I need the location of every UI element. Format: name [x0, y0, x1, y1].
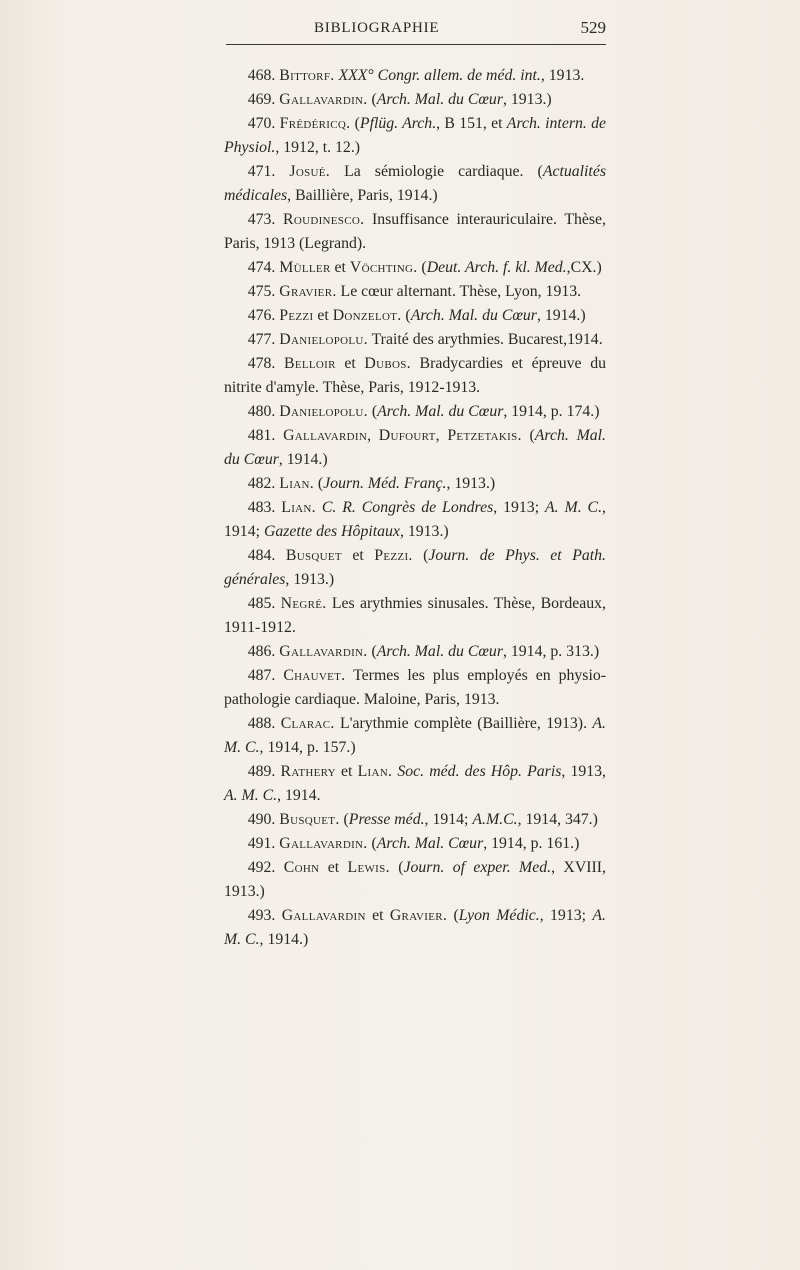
source-title: A. M. C.: [224, 715, 606, 756]
bibliography-entry: [224, 760, 606, 808]
entry-text: , Baillière, Paris, 1914.): [287, 187, 438, 204]
source-title: Presse méd.: [348, 811, 425, 828]
source-title: Arch. Mal. du Cœur: [376, 91, 503, 108]
entry-number: 490.: [247, 811, 276, 828]
bibliography-entry: [224, 664, 606, 712]
author-name: Lian.: [281, 499, 316, 516]
source-title: Lyon Médic.: [458, 907, 540, 924]
author-name: Dufourt: [378, 427, 436, 444]
bibliography-entry: [224, 832, 606, 856]
bibliography-entry: [224, 856, 606, 904]
author-name: Müller: [279, 259, 331, 276]
entry-number: 492.: [247, 859, 276, 876]
author-name: Vöchting.: [349, 259, 418, 276]
entry-text: , 1913;: [539, 907, 593, 924]
entry-text: ,: [367, 427, 379, 444]
entry-text: , 1914.): [278, 451, 328, 468]
entry-number: 485.: [247, 595, 276, 612]
source-title: Pflüg. Arch.: [359, 115, 437, 132]
entry-number: 493.: [247, 907, 276, 924]
entry-text: , B 151, et: [436, 115, 507, 132]
entry-text: et: [313, 307, 333, 324]
author-name: Frédéricq.: [279, 115, 351, 132]
entry-number: 474.: [247, 259, 276, 276]
entry-text: , XVIII, 1913.): [224, 859, 606, 900]
author-name: Gravier.: [389, 907, 448, 924]
entry-text: , 1912, t. 12.): [275, 139, 361, 156]
bibliography-entry: [224, 640, 606, 664]
entry-number: 475.: [247, 283, 276, 300]
entry-number: 491.: [247, 835, 276, 852]
source-title: C. R. Congrès de Londres: [321, 499, 494, 516]
entry-text: La sémiologie cardiaque. (: [330, 163, 543, 180]
author-name: Pezzi.: [374, 547, 413, 564]
author-name: Lian.: [279, 475, 314, 492]
bibliography-entry: [224, 808, 606, 832]
author-name: Rathery: [280, 763, 336, 780]
author-name: Petzetakis.: [447, 427, 522, 444]
entry-text: Termes les plus employés en physio-pathologie cardiaque. Maloine, Paris, 1913.: [224, 667, 606, 708]
entry-text: , 1914, p. 313.): [502, 643, 600, 660]
entry-text: , 1913.): [502, 91, 552, 108]
entry-text: , 1914, p. 157.): [259, 739, 356, 756]
entry-text: (: [339, 811, 349, 828]
author-name: Donzelot.: [332, 307, 402, 324]
entry-text: , 1914, p. 161.): [483, 835, 580, 852]
author-name: Roudinesco.: [283, 211, 365, 228]
author-name: Danielopolu.: [279, 331, 368, 348]
source-title: Arch. Mal. du Cœur: [376, 643, 503, 660]
entry-text: , 1914, 347.): [517, 811, 598, 828]
source-title: Journ. of exper. Med.: [403, 859, 552, 876]
author-name: Pezzi: [279, 307, 314, 324]
entry-number: 482.: [247, 475, 276, 492]
entry-text: Les arythmies sinusales. Thèse, Bordeaux, 1911-1912.: [224, 595, 606, 636]
bibliography-entry: [224, 424, 606, 472]
bibliography-entry: [224, 256, 606, 280]
entry-text: , 1913;: [493, 499, 546, 516]
entry-text: , 1914.): [259, 931, 309, 948]
source-title: A.M.C.: [472, 811, 518, 828]
entry-number: 470.: [247, 115, 276, 132]
source-title: Soc. méd. des Hôp. Paris: [397, 763, 562, 780]
entry-text: (: [401, 307, 411, 324]
author-name: Gravier.: [279, 283, 337, 300]
bibliography-entry: [224, 112, 606, 160]
bibliography-entry: [224, 904, 606, 952]
entry-text: (: [389, 859, 404, 876]
source-title: XXX° Congr. allem. de méd. int.: [338, 67, 541, 84]
entry-text: (: [367, 643, 377, 660]
author-name: Gallavardin.: [279, 643, 368, 660]
source-title: Arch. Mal. du Cœur: [377, 403, 504, 420]
entry-number: 478.: [247, 355, 276, 372]
entry-number: 469.: [247, 91, 276, 108]
entry-number: 489.: [247, 763, 276, 780]
bibliography-entry: [224, 496, 606, 544]
entry-number: 473.: [247, 211, 276, 228]
source-title: Deut. Arch. f. kl. Med.: [426, 259, 567, 276]
entry-text: L'arythmie complète (Baillière, 1913).: [334, 715, 593, 732]
author-name: Dubos.: [364, 355, 411, 372]
entry-number: 468.: [247, 67, 276, 84]
entry-text: , 1914;: [224, 499, 606, 540]
bibliography-entry: [224, 544, 606, 592]
entry-text: (: [367, 91, 377, 108]
bibliography-entry: [224, 592, 606, 640]
author-name: Belloir: [283, 355, 336, 372]
source-title: Actualités médicales: [224, 163, 606, 204]
entry-text: Insuffisance interauriculaire. Thèse, Paris, 1913 (Legrand).: [224, 211, 606, 252]
author-name: Lewis.: [347, 859, 390, 876]
entry-text: (: [521, 427, 535, 444]
entry-text: (: [367, 403, 378, 420]
entry-number: 484.: [247, 547, 276, 564]
source-title: Journ. de Phys. et Path. générales: [224, 547, 606, 588]
entry-text: Bradycardies et épreuve du nitrite d'amyle. Thèse, Paris, 1912-1913.: [224, 355, 606, 396]
source-title: Arch. Mal. Cœur: [376, 835, 484, 852]
bibliography-list: [224, 64, 606, 952]
bibliography-entry: [224, 304, 606, 328]
source-title: Arch. intern. de Physiol.: [224, 115, 607, 156]
author-name: Lian.: [357, 763, 393, 780]
source-title: Arch. Mal. du Cœur: [224, 427, 606, 468]
entry-text: ,: [435, 427, 448, 444]
bibliography-entry: [224, 208, 606, 256]
entry-text: Traité des arythmies. Bucarest,1914.: [367, 331, 603, 348]
entry-text: (: [447, 907, 459, 924]
entry-text: (: [313, 475, 324, 492]
bibliography-entry: [224, 328, 606, 352]
author-name: Busquet: [285, 547, 342, 564]
author-name: Busquet.: [279, 811, 340, 828]
page-header: [226, 20, 606, 42]
author-name: Gallavardin.: [279, 91, 368, 108]
header-rule: [226, 44, 606, 45]
entry-text: , 1913.): [285, 571, 335, 588]
entry-text: et: [365, 907, 390, 924]
entry-text: , 1913.): [446, 475, 496, 492]
source-title: A. M. C.: [224, 787, 278, 804]
bibliography-entry: [224, 280, 606, 304]
entry-text: Le cœur alternant. Thèse, Lyon, 1913.: [336, 283, 582, 300]
author-name: Bittorf.: [279, 67, 335, 84]
author-name: Josué.: [289, 163, 331, 180]
entry-text: et: [330, 259, 350, 276]
bibliography-entry: [224, 472, 606, 496]
entry-number: 480.: [247, 403, 276, 420]
entry-number: 476.: [247, 307, 276, 324]
entry-text: et: [319, 859, 348, 876]
author-name: Clarac.: [280, 715, 335, 732]
bibliography-entry: [224, 88, 606, 112]
bibliography-entry: [224, 160, 606, 208]
source-title: A. M. C.: [545, 499, 603, 516]
author-name: Chauvet.: [283, 667, 346, 684]
source-title: A. M. C.: [224, 907, 606, 948]
source-title: Gazette des Hôpitaux: [263, 523, 400, 540]
bibliography-entry: [224, 712, 606, 760]
entry-text: , 1914.: [277, 787, 321, 804]
author-name: Gallavardin: [281, 907, 366, 924]
entry-number: 481.: [247, 427, 276, 444]
entry-number: 488.: [247, 715, 276, 732]
entry-text: et: [341, 547, 375, 564]
bibliography-entry: [224, 400, 606, 424]
entry-text: (: [350, 115, 360, 132]
entry-number: 477.: [247, 331, 276, 348]
source-title: Arch. Mal. du Cœur: [410, 307, 537, 324]
entry-text: , 1913,: [561, 763, 606, 780]
author-name: Cohn: [283, 859, 320, 876]
entry-text: (: [412, 547, 429, 564]
entry-number: 486.: [247, 643, 276, 660]
entry-text: , 1914;: [424, 811, 473, 828]
page-number: 529: [580, 18, 606, 37]
entry-text: , 1913.: [540, 67, 585, 84]
entry-text: (: [417, 259, 427, 276]
entry-number: 487.: [247, 667, 276, 684]
entry-text: (: [367, 835, 377, 852]
author-name: Gallavardin: [283, 427, 368, 444]
author-name: Negré.: [280, 595, 327, 612]
entry-text: et: [335, 355, 365, 372]
bibliography-entry: [224, 352, 606, 400]
entry-text: , 1914.): [536, 307, 586, 324]
source-title: Journ. Méd. Franç.: [323, 475, 447, 492]
entry-text: , 1914, p. 174.): [503, 403, 600, 420]
running-title: BIBLIOGRAPHIE: [314, 20, 440, 36]
entry-text: , 1913.): [399, 523, 449, 540]
entry-text: et: [335, 763, 358, 780]
entry-number: 471.: [247, 163, 276, 180]
entry-number: 483.: [247, 499, 276, 516]
author-name: Danielopolu.: [279, 403, 368, 420]
author-name: Gallavardin.: [279, 835, 368, 852]
bibliography-entry: [224, 64, 606, 88]
entry-text: ,CX.): [566, 259, 602, 276]
